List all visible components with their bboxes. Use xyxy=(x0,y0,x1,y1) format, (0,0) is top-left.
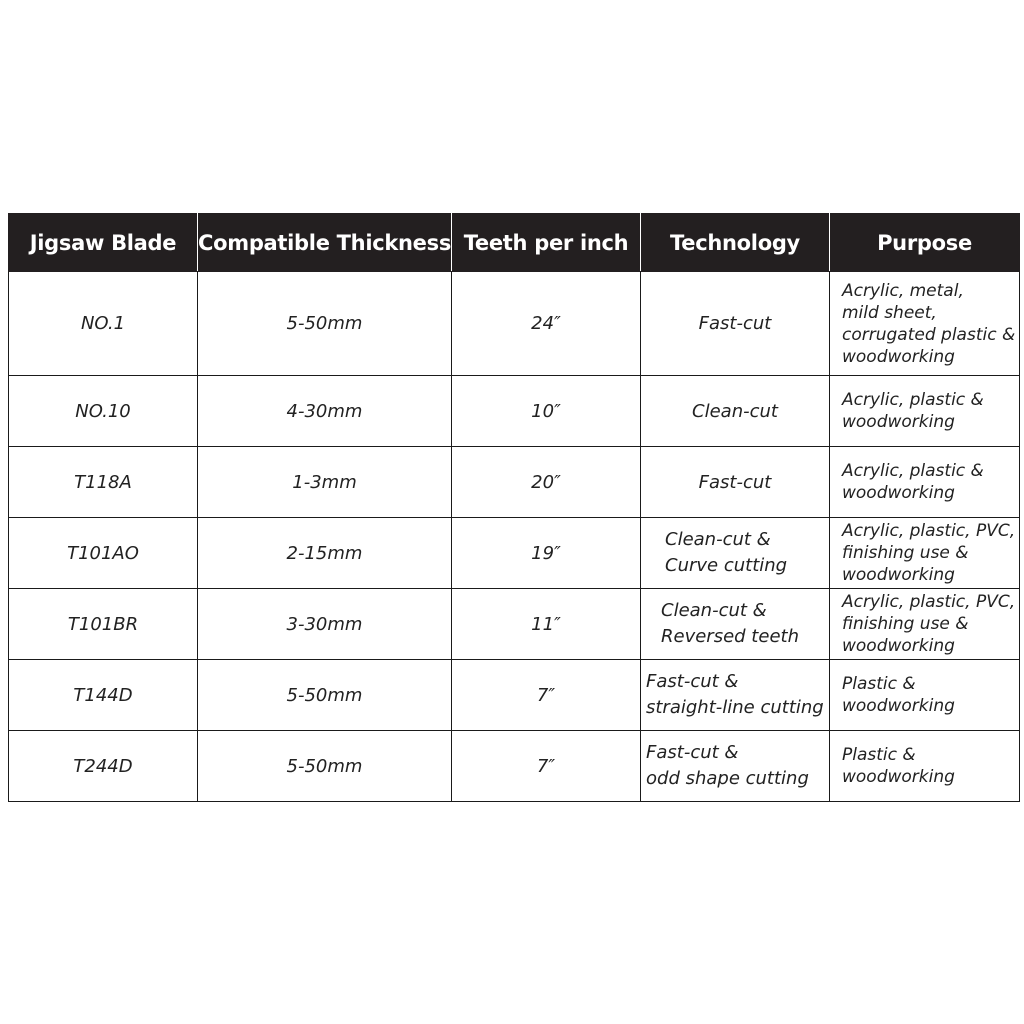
jigsaw-blade-spec-table xyxy=(8,213,1020,802)
tpi-cell: 11″ xyxy=(452,589,641,660)
technology-text: Clean-cut & Reversed teeth xyxy=(661,600,799,647)
table-row xyxy=(9,447,1020,518)
technology-cell xyxy=(641,660,830,731)
technology-cell xyxy=(641,518,830,589)
purpose-cell: Plastic & woodworking xyxy=(830,660,1020,731)
table-row xyxy=(9,376,1020,447)
blade-cell: NO.10 xyxy=(9,376,198,447)
technology-text: Fast-cut & odd shape cutting xyxy=(646,742,809,789)
table-row xyxy=(9,589,1020,660)
tpi-cell: 19″ xyxy=(452,518,641,589)
table-header xyxy=(9,214,1020,272)
technology-text: Clean-cut & Curve cutting xyxy=(665,529,788,576)
tpi-cell: 20″ xyxy=(452,447,641,518)
blade-cell: T101AO xyxy=(9,518,198,589)
thickness-cell: 5-50mm xyxy=(198,272,452,376)
header-technology: Technology xyxy=(641,214,830,272)
header-compatible-thickness: Compatible Thickness xyxy=(198,214,452,272)
technology-cell: Fast-cut xyxy=(641,447,830,518)
blade-cell: NO.1 xyxy=(9,272,198,376)
tpi-cell: 24″ xyxy=(452,272,641,376)
blade-cell: T118A xyxy=(9,447,198,518)
thickness-cell: 4-30mm xyxy=(198,376,452,447)
technology-cell: Fast-cut xyxy=(641,272,830,376)
technology-cell xyxy=(641,731,830,802)
blade-cell: T144D xyxy=(9,660,198,731)
header-row xyxy=(9,214,1020,272)
purpose-cell: Acrylic, plastic & woodworking xyxy=(830,376,1020,447)
table-row xyxy=(9,272,1020,376)
table-row xyxy=(9,518,1020,589)
technology-cell xyxy=(641,589,830,660)
purpose-cell: Acrylic, plastic & woodworking xyxy=(830,447,1020,518)
table-row xyxy=(9,731,1020,802)
purpose-cell: Acrylic, metal, mild sheet, corrugated plastic & woodworking xyxy=(830,272,1020,376)
table-row xyxy=(9,660,1020,731)
blade-cell: T244D xyxy=(9,731,198,802)
thickness-cell: 1-3mm xyxy=(198,447,452,518)
tpi-cell: 7″ xyxy=(452,660,641,731)
thickness-cell: 2-15mm xyxy=(198,518,452,589)
purpose-cell: Plastic & woodworking xyxy=(830,731,1020,802)
purpose-cell: Acrylic, plastic, PVC, finishing use & woodworking xyxy=(830,518,1020,589)
header-jigsaw-blade: Jigsaw Blade xyxy=(9,214,198,272)
purpose-cell: Acrylic, plastic, PVC, finishing use & woodworking xyxy=(830,589,1020,660)
table-body xyxy=(9,272,1020,802)
thickness-cell: 3-30mm xyxy=(198,589,452,660)
tpi-cell: 10″ xyxy=(452,376,641,447)
header-purpose: Purpose xyxy=(830,214,1020,272)
tpi-cell: 7″ xyxy=(452,731,641,802)
blade-cell: T101BR xyxy=(9,589,198,660)
technology-text: Fast-cut & straight-line cutting xyxy=(646,671,824,718)
thickness-cell: 5-50mm xyxy=(198,731,452,802)
header-teeth-per-inch: Teeth per inch xyxy=(452,214,641,272)
technology-cell: Clean-cut xyxy=(641,376,830,447)
thickness-cell: 5-50mm xyxy=(198,660,452,731)
